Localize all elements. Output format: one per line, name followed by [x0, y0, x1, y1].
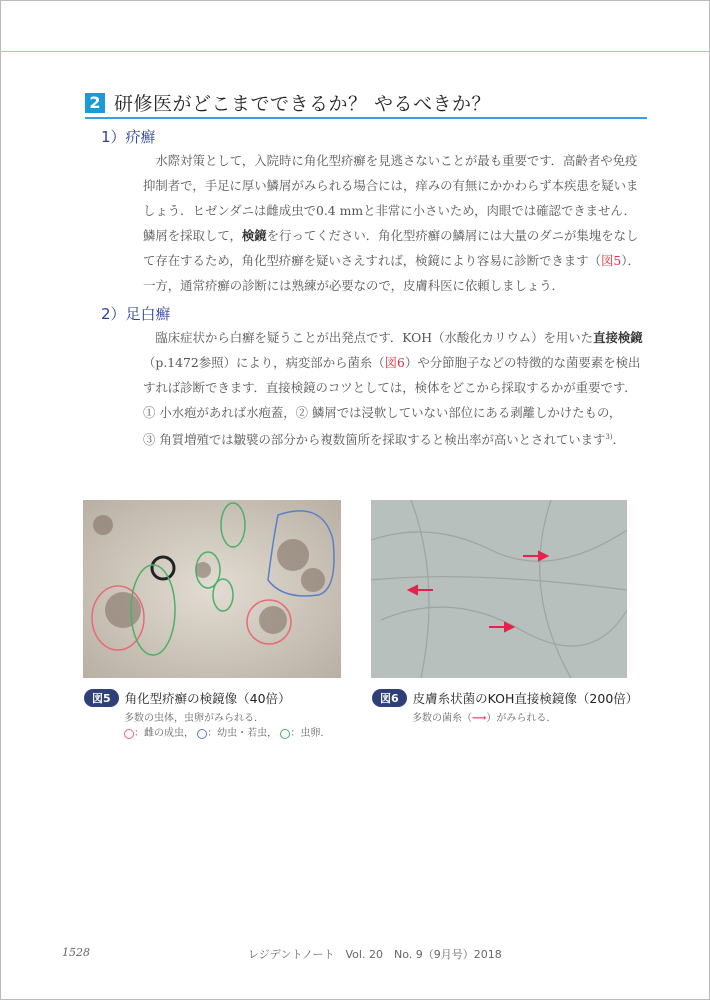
figure-5-image	[83, 500, 341, 678]
text-line	[143, 425, 633, 452]
text: ．	[612, 432, 625, 448]
text: 臨床症状から白癬を疑うことが出発点です．KOH（水酸化カリウム）を用いた	[143, 330, 594, 345]
text-line	[143, 325, 643, 350]
tinea-paragraph	[143, 325, 643, 452]
figure-6-caption	[372, 689, 638, 707]
text: ）や分節胞子などの特徴的な菌要素を検出	[404, 355, 641, 370]
text: 鱗屑を採取して，	[143, 228, 242, 243]
text-line: すれば診断できます．直接検鏡のコツとしては，検体をどこから採取するかが重要です．	[143, 380, 637, 395]
text-line: 水際対策として，入院時に角化型疥癬を見逃さないことが最も重要です．高齢者や免疫	[143, 153, 638, 168]
legend-label: ：虫卵．	[290, 728, 331, 739]
subsection-title-scabies: 1）疥癬	[101, 128, 156, 146]
keyword: 検鏡	[241, 228, 267, 243]
text-line: 一方，通常疥癬の診断には熟練が必要なので，皮膚科医に依頼しましょう．	[143, 278, 565, 293]
red-arrow-icon: ⟶	[472, 713, 487, 724]
keyword: 直接検鏡	[593, 330, 643, 345]
text-line: 抑制者で，手足に厚い鱗屑がみられる場合には，痒みの有無にかかわらず本疾患を疑いま	[143, 178, 639, 193]
text: ③ 角質増殖では皺襞の部分から複数箇所を採取すると検出率が高いとされています	[143, 432, 606, 448]
figure-6-description	[412, 709, 556, 724]
scabies-paragraph	[143, 148, 640, 298]
section-number: 2	[85, 93, 105, 113]
subsection-title-tinea: 2）足白癬	[101, 305, 171, 323]
text-line	[143, 223, 639, 248]
text: ）．	[621, 253, 640, 268]
text-line: しょう．ヒゼンダニは雌成虫で0.4 mmと非常に小さいため，肉眼では確認できません．	[143, 203, 636, 218]
text-line	[143, 350, 641, 375]
section-title: 研修医がどこまでできるか？ やるべきか？	[114, 93, 492, 115]
figure-5-description: 多数の虫体，虫卵がみられる．	[124, 713, 264, 724]
figure-5-caption	[84, 689, 291, 707]
red-circle-icon	[124, 729, 134, 739]
page-number: 1528	[62, 946, 90, 959]
text: て存在するため，角化型疥癬を疑いさえすれば，検鏡により容易に診断できます（	[143, 253, 601, 268]
figure-ref-6[interactable]: 図6	[384, 355, 405, 370]
figure-5-badge: 図5	[84, 689, 119, 707]
figure-6-image	[371, 500, 627, 678]
text: （p.1472参照）により，病変部から菌糸（	[143, 355, 385, 370]
figure-ref-5[interactable]: 図5	[600, 253, 622, 268]
blue-circle-icon	[197, 729, 207, 739]
text: 多数の菌糸（	[412, 713, 472, 724]
figure-5-title: 角化型疥癬の検鏡像（40倍）	[124, 691, 291, 706]
green-circle-icon	[280, 729, 290, 739]
text: を行ってください．角化型疥癬の鱗屑には大量のダニが集塊をなし	[266, 228, 639, 243]
figure-6-badge: 図6	[372, 689, 407, 707]
legend-label: ：幼虫・若虫，	[207, 728, 278, 739]
header-rule	[0, 51, 710, 52]
figure-5-legend	[124, 724, 330, 739]
text-line: ① 小水疱があれば水疱蓋，② 鱗屑では浸軟していない部位にある剥離しかけたもの，	[143, 405, 622, 420]
legend-label: ：雌の成虫，	[134, 728, 194, 739]
text-line	[143, 248, 640, 273]
citation: 3)	[605, 433, 613, 441]
section-underline	[85, 117, 647, 119]
section-heading	[85, 89, 491, 116]
text: ）がみられる．	[486, 713, 557, 724]
figure-6-title: 皮膚糸状菌のKOH直接検鏡像（200倍）	[412, 691, 639, 706]
journal-footer: レジデントノート Vol. 20 No. 9（9月号）2018	[248, 948, 502, 961]
